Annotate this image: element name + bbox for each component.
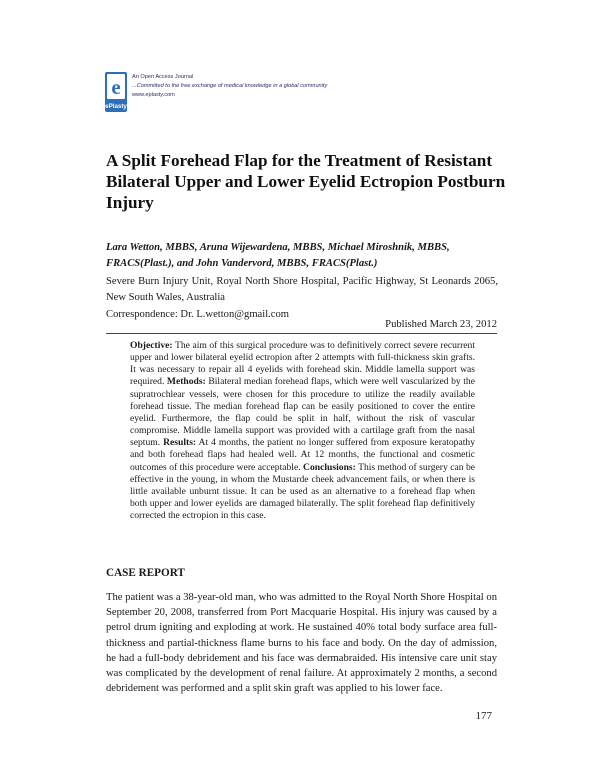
abstract-methods-text: Bilateral median forehead flaps, which were well vascularized by the supratrochlear vessels, were chosen for this procedure to utilize the readily available forehead tissue. The median forehead flap can be easily positioned to cover the entire eyelid. Furthermore, the flap could be split in half, without the risk of vascular compromise. Middle lamella support was provided with a cartilage graft from the nasal septum. [130,376,475,449]
author-affiliation: Severe Burn Injury Unit, Royal North Shore Hospital, Pacific Highway, St Leonards 2065, New South Wales, Australia [106,276,498,303]
abstract [130,340,475,522]
abstract-results-label: Results: [163,437,197,449]
logo-wordmark: ePlasty [105,103,127,110]
abstract-objective-text: The aim of this surgical procedure was to definitively correct severe recurrent upper and lower bilateral eyelid ectropion after 2 attempts with full-thickness skin grafts. It was necessary to repair all 4 eyelids with forehead skin. Middle lamella support was required. [130,340,475,388]
svg-text:e: e [111,75,121,99]
journal-website[interactable]: www.eplasty.com [132,92,175,98]
abstract-methods-label: Methods: [166,376,206,388]
page-number: 177 [475,710,492,722]
correspondence-line[interactable]: Correspondence: Dr. L.wetton@gmail.com [106,309,290,320]
journal-tagline-1: An Open Access Journal [132,74,194,80]
article-title: A Split Forehead Flap for the Treatment of Resistant Bilateral Upper and Lower Eyelid Ectropion Postburn Injury [106,151,506,212]
abstract-objective-label: Objective: [130,340,173,351]
abstract-conclusions-text: This method of surgery can be effective in the young, in whom the Mustarde cheek advancement fails, or when there is little available unburnt tissue. It can be used as an alternative to a forehead flap when both upper and lower eyelids are damaged bilaterally. The split forehead flap definitively corrected the ectropion in this case. [130,461,476,522]
published-date: Published March 23, 2012 [385,319,497,330]
abstract-conclusions-label: Conclusions: [303,461,356,473]
case-report-heading: CASE REPORT [106,567,185,579]
journal-tagline-2: ...Committed to the free exchange of medical knowledge in a global community [132,83,328,89]
eplasty-logo-icon [105,72,127,112]
abstract-results-text: At 4 months, the patient no longer suffered from exposure keratopathy and both forehead flaps had healed well. At 12 months, the functional and cosmetic outcomes of this procedure were acceptable. [130,437,475,473]
author-list: Lara Wetton, MBBS, Aruna Wijewardena, MBBS, Michael Miroshnik, MBBS, FRACS(Plast.), and John Vandervord, MBBS, FRACS(Plast.) [106,242,450,269]
abstract-divider [106,333,497,334]
case-report-body: The patient was a 38-year-old man, who was admitted to the Royal North Shore Hospital on September 20, 2008, transferred from Port Macquarie Hospital. His injury was caused by a petrol drum igniting and exploding at work. He sustained 40% total body surface area full-thickness and partial-thickness flame burns to his face and body. On the day of admission, he had a full-body debridement and his face was dermabraided. His intensive care unit stay was complicated by the development of renal failure. At approximately 2 months, a second debridement was performed and a split skin graft was applied to his lower face. [106,592,497,695]
journal-header [105,72,365,116]
